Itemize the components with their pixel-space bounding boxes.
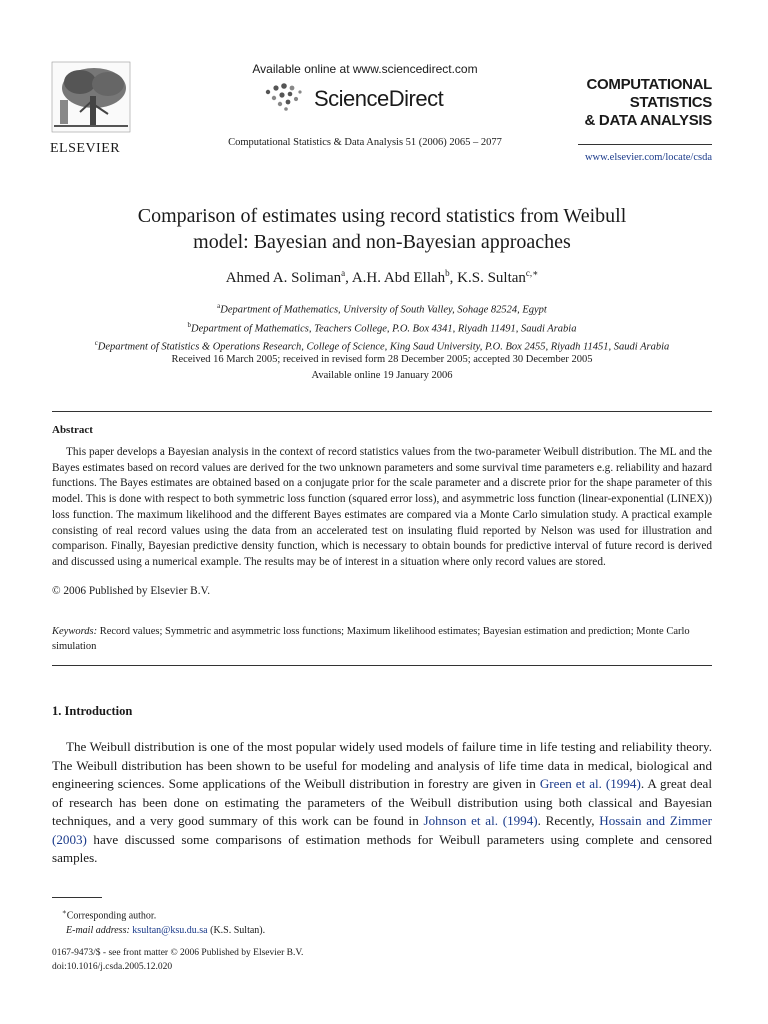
sciencedirect-wordmark: ScienceDirect [314, 86, 444, 111]
affiliation-text: Department of Statistics & Operations Research, College of Science, King Saud University, P.O. Box 2455, Riyadh 11451, Saudi Arabia [97, 341, 670, 353]
citation-link[interactable]: Hossain and Zimmer (2003) [52, 813, 712, 847]
author-separator: , [449, 270, 458, 286]
footnote-rule [52, 897, 102, 898]
keywords-text: Record values; Symmetric and asymmetric loss functions; Maximum likelihood estimates; Bayesian estimation and prediction; Monte Carlo simulation [52, 626, 690, 652]
paper-title [52, 203, 712, 255]
author-affiliation-mark: a [341, 268, 346, 278]
affiliation-item [52, 299, 712, 318]
journal-url-link[interactable]: www.elsevier.com/locate/csda [584, 152, 712, 163]
affiliation-mark: a [217, 302, 221, 310]
intro-text: . A great deal of research has been done on estimating the parameters of the Weibull distribution using both classical and Bayesian techniques, and a very good summary of this work can be found in [52, 776, 712, 828]
author-name: K.S. Sultan [457, 270, 526, 286]
footnote-mark: ∗ [62, 908, 67, 916]
received-dates: Received 16 March 2005; received in revised form 28 December 2005; accepted 30 December 2005 [171, 354, 593, 365]
introduction-paragraph [52, 738, 712, 868]
affiliation-item [52, 318, 712, 337]
doi-line: doi:10.1016/j.csda.2005.12.020 [52, 962, 173, 972]
abstract-body: This paper develops a Bayesian analysis in the context of record statistics values from the two-parameter Weibull distribution. The ML and the Bayes estimates based on record values are derived for the two unknown parameters and some survival time parameters e.g. reliability and hazard functions. The Bayes estimates are obtained based on a conjugate prior for the scale parameter and a discrete prior for the shape parameter of this model. This is done with respect to both symmetric loss function (squared error loss), and asymmetric loss function (linear-exponential (LINEX)) loss function. The maximum likelihood and the different Bayes estimates are compared via a Monte Carlo simulation study. A practical example consisting of real record values using the data from an accelerated test on insulating fluid reported by Nelson was used for illustration and comparison. Finally, Bayesian predictive density function, which is necessary to obtain bounds for predictive interval of future record is derived and discussed using a numerical example. The results may be of interest in a situation where only record values are stored. [52, 446, 712, 568]
email-note [62, 923, 265, 938]
author-list [52, 268, 712, 287]
journal-logo-line3: & DATA ANALYSIS [584, 112, 712, 129]
affiliation-text: Department of Mathematics, University of South Valley, Sohage 82524, Egypt [220, 304, 547, 316]
corresponding-author-text: Corresponding author. [66, 910, 157, 922]
divider [52, 665, 712, 666]
keywords [52, 624, 712, 654]
elsevier-logo [50, 60, 132, 156]
citation-link[interactable]: Johnson et al. (1994) [423, 813, 538, 828]
author-affiliation-mark: c,∗ [525, 268, 539, 278]
author-affiliation-mark: b [445, 268, 450, 278]
email-suffix: (K.S. Sultan). [207, 925, 266, 937]
affiliation-text: Department of Mathematics, Teachers College, P.O. Box 4341, Riyadh 11491, Saudi Arabia [191, 323, 577, 334]
corresponding-author-note [62, 905, 265, 923]
author-separator: , [345, 270, 352, 286]
intro-text: The Weibull distribution is one of the most popular widely used models of failure time in life testing and reliability theory. The Weibull distribution has been shown to be useful for modeling and analysis of life time data in medical, biological and engineering sciences. Some applications of the Weibull distribution in forestry are given in [52, 739, 712, 791]
page-footer [52, 946, 303, 974]
divider [52, 411, 712, 412]
email-label: E-mail address: [66, 925, 130, 937]
abstract-heading: Abstract [52, 424, 93, 436]
keywords-label: Keywords: [52, 626, 98, 637]
sciencedirect-dots-icon [262, 82, 314, 112]
journal-logo-rule [578, 144, 712, 145]
journal-logo [560, 76, 712, 130]
intro-text: . Recently, [537, 813, 600, 828]
journal-citation: Computational Statistics & Data Analysis 51 (2006) 2065 – 2077 [228, 137, 502, 148]
citation-link[interactable]: Green et al. (1994) [539, 776, 641, 791]
intro-text: have discussed some comparisons of estimation methods for Weibull parameters using complete and censored samples. [52, 831, 712, 865]
footnotes [62, 905, 265, 938]
journal-logo-line1: COMPUTATIONAL [586, 76, 712, 93]
section-heading: 1. Introduction [52, 704, 133, 718]
publisher-name: ELSEVIER [50, 141, 121, 156]
issn-line: 0167-9473/$ - see front matter © 2006 Published by Elsevier B.V. [52, 948, 304, 958]
affiliation-mark: b [187, 320, 192, 329]
author-name: Ahmed A. Soliman [225, 270, 342, 286]
elsevier-tree-icon [50, 60, 132, 134]
affiliation-mark: c [94, 339, 98, 347]
sciencedirect-logo[interactable] [262, 80, 482, 114]
affiliations [52, 299, 712, 355]
paper-title-line2: model: Bayesian and non-Bayesian approaches [193, 231, 571, 253]
journal-logo-line2: STATISTICS [629, 94, 712, 111]
available-online-date: Available online 19 January 2006 [311, 370, 453, 381]
article-dates [52, 352, 712, 384]
email-link[interactable]: ksultan@ksu.du.sa [132, 925, 208, 937]
author-name: A.H. Abd Ellah [351, 270, 446, 286]
copyright-line: © 2006 Published by Elsevier B.V. [52, 585, 211, 597]
paper-title-line1: Comparison of estimates using record statistics from Weibull [137, 205, 627, 227]
available-online: Available online at www.sciencedirect.com [252, 62, 478, 76]
